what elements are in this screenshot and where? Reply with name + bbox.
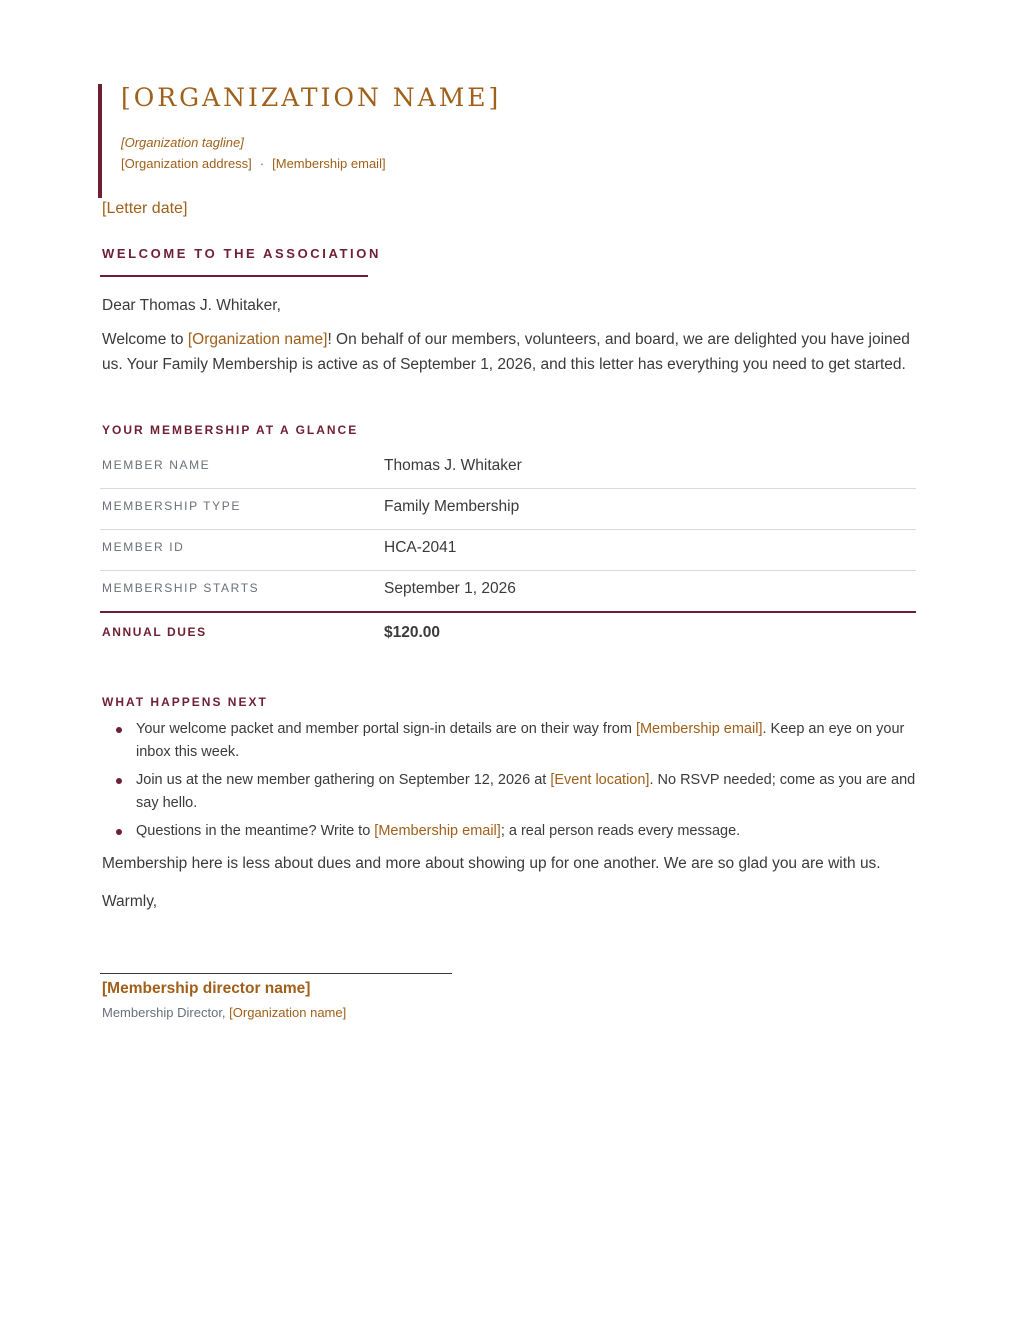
dues-label: ANNUAL DUES (102, 625, 207, 639)
item-placeholder: [Event location] (550, 772, 650, 788)
item-placeholder: [Membership email] (635, 721, 763, 737)
header-accent-bar (98, 84, 102, 198)
glance-row-membership-type (100, 489, 916, 530)
role-org-placeholder: [Organization name] (229, 1005, 347, 1020)
intro-text-start: Welcome to (102, 331, 188, 348)
item-placeholder: [Membership email] (374, 823, 501, 839)
glance-row-membership-starts (100, 571, 916, 613)
bullet-icon (116, 778, 122, 784)
organization-contact (121, 156, 386, 171)
organization-address: [Organization address] (121, 156, 252, 171)
closing-paragraph: Membership here is less about dues and more about showing up for one another. We are so glad you are with us. (102, 855, 881, 872)
role-text: Membership Director, (102, 1005, 230, 1020)
bullet-icon (116, 829, 122, 835)
glance-value: September 1, 2026 (384, 580, 516, 597)
intro-paragraph (102, 328, 918, 377)
dues-value: $120.00 (384, 624, 441, 641)
salutation: Dear Thomas J. Whitaker, (102, 297, 281, 314)
signature-line (100, 973, 452, 974)
item-text-end: ; a real person reads every message. (500, 823, 741, 839)
item-text-start: Your welcome packet and member portal sign-in details are on their way from (136, 721, 636, 737)
glance-value: Thomas J. Whitaker (384, 457, 522, 474)
list-item (102, 820, 922, 843)
item-text-end: . No RSVP needed; come as you are and say hello. (136, 772, 916, 811)
glance-row-member-id (100, 530, 916, 571)
glance-title: YOUR MEMBERSHIP AT A GLANCE (102, 423, 359, 437)
letter-date: [Letter date] (102, 200, 188, 217)
glance-label: MEMBER NAME (102, 458, 211, 472)
organization-name: [ORGANIZATION NAME] (121, 83, 502, 112)
item-text-end: . Keep an eye on your inbox this week. (136, 721, 905, 760)
item-text-start: Join us at the new member gathering on September 12, 2026 at (136, 772, 551, 788)
glance-label: MEMBERSHIP STARTS (102, 581, 260, 595)
glance-row-member-name (100, 448, 916, 489)
signatory-role (102, 1005, 346, 1020)
organization-tagline: [Organization tagline] (121, 135, 244, 150)
membership-glance-table (100, 448, 916, 653)
next-steps-list (102, 718, 922, 848)
welcome-rule (100, 275, 368, 277)
list-item (102, 718, 922, 764)
list-item (102, 769, 922, 815)
bullet-icon (116, 727, 122, 733)
glance-label: MEMBERSHIP TYPE (102, 499, 241, 513)
contact-separator: · (259, 156, 265, 171)
intro-text-end: ! On behalf of our members, volunteers, and board, we are delighted you have joined us. Your Family Membership is active as of September 1, 2026, and this letter has everything you need to get started. (102, 331, 910, 373)
welcome-title: WELCOME TO THE ASSOCIATION (102, 246, 381, 261)
glance-row-annual-dues (100, 613, 916, 653)
next-steps-title: WHAT HAPPENS NEXT (102, 695, 268, 709)
item-text-start: Questions in the meantime? Write to (136, 823, 375, 839)
glance-value: HCA-2041 (384, 539, 457, 556)
sign-off: Warmly, (102, 893, 158, 910)
signatory-name: [Membership director name] (102, 980, 311, 997)
intro-org-placeholder: [Organization name] (187, 331, 328, 348)
glance-label: MEMBER ID (102, 540, 185, 554)
glance-value: Family Membership (384, 498, 520, 515)
membership-email: [Membership email] (272, 156, 386, 171)
